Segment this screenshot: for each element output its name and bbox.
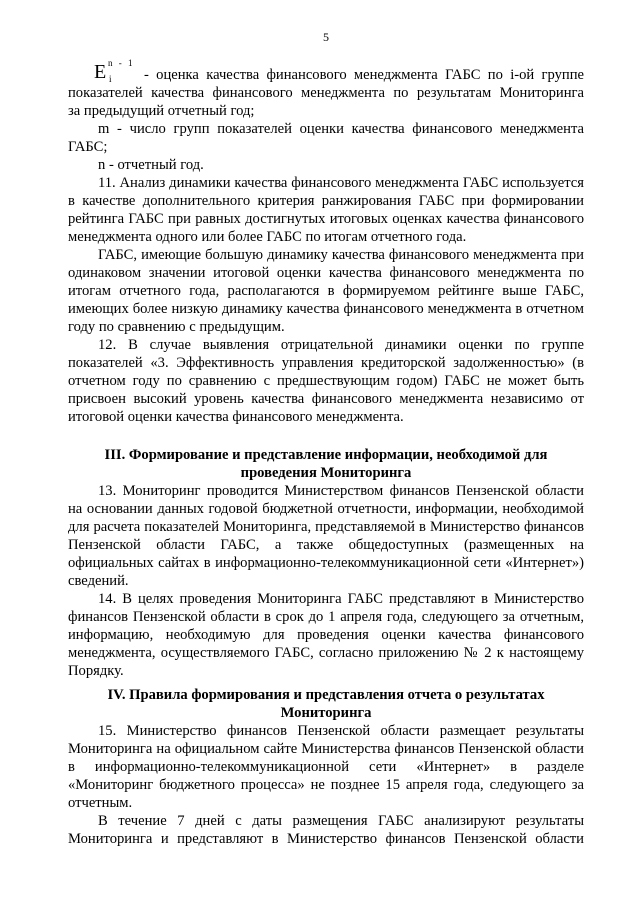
paragraph-15b: В течение 7 дней с даты размещения ГАБС анализируют результаты Мониторинга и представляют в Министерство финансов Пензенской области xyxy=(68,813,584,847)
formula-e: E xyxy=(94,61,107,83)
formula-desc-line-3: за предыдущий отчетный год; xyxy=(68,103,255,119)
section-4-title-line-1: IV. Правила формирования и представления отчета о результатах xyxy=(107,687,545,703)
n-definition: n - отчетный год. xyxy=(98,157,204,173)
paragraph-15: 15. Министерство финансов Пензенской области размещает результаты Мониторинга на официальном сайте Министерства финансов Пензенской области в информационно-телекоммуникационной сети «Интернет» в разделе «Мониторинг бюджетного процесса» не позднее 15 апреля года, следующего за отчетным. xyxy=(68,723,584,811)
formula-desc-line-2: показателей качества финансового менеджмента по результатам Мониторинга xyxy=(68,85,584,101)
formula-description xyxy=(68,66,584,426)
paragraph-13: 13. Мониторинг проводится Министерством финансов Пензенской области на основании данных годовой бюджетной отчетности, информации, необходимой для расчета показателей Мониторинга, представляемой в Министерство финансов Пензенской области ГАБС, а также общедоступных (размещенных на официальных сайтах в информационно-телекоммуникационной сети «Интернет») сведений. xyxy=(68,483,584,589)
section-4-title-line-2: Мониторинга xyxy=(280,705,372,721)
section-4-heading xyxy=(68,686,584,722)
section-4-body xyxy=(68,722,584,848)
section-3-body xyxy=(68,482,584,680)
m-definition: m - число групп показателей оценки качества финансового менеджмента ГАБС; xyxy=(68,121,584,155)
paragraph-11: 11. Анализ динамики качества финансового менеджмента ГАБС используется в качестве дополнительного критерия ранжирования ГАБС при формировании рейтинга ГАБС при равных достигнутых итоговых оценках качества финансового менеджмента одного или более ГАБС по итогам отчетного года. xyxy=(68,175,584,245)
section-3-title-line-1: III. Формирование и представление информации, необходимой для xyxy=(104,447,548,463)
paragraph-14: 14. В целях проведения Мониторинга ГАБС представляют в Министерство финансов Пензенской области в срок до 1 апреля года, следующего за отчетным, информацию, необходимую для проведения оценки качества финансового менеджмента, осуществляемого ГАБС, согласно приложению № 2 к настоящему Порядку. xyxy=(68,591,584,679)
formula-desc-line-1: - оценка качества финансового менеджмента ГАБС по i-ой группе xyxy=(144,67,584,83)
formula-superscript: n - 1 xyxy=(108,58,135,68)
formula-subscript: i xyxy=(109,74,112,84)
section-3-title-line-2: проведения Мониторинга xyxy=(240,465,412,481)
paragraph-11b: ГАБС, имеющие большую динамику качества финансового менеджмента при одинаковом значении итоговой оценки качества финансового менеджмента по итогам отчетного года, располагаются в формируемом рейтинге выше ГАБС, имеющих более низкую динамику качества финансового менеджмента в отчетном году по сравнению с предыдущим. xyxy=(68,247,584,335)
paragraph-12: 12. В случае выявления отрицательной динамики оценки по группе показателей «3. Эффективность управления кредиторской задолженностью» (в отчетном году по сравнению с предшествующим годом) ГАБС не может быть присвоен высокий уровень качества финансового менеджмента независимо от итоговой оценки качества финансового менеджмента. xyxy=(68,337,584,425)
page-number: 5 xyxy=(323,30,329,44)
section-3-heading xyxy=(68,446,584,482)
